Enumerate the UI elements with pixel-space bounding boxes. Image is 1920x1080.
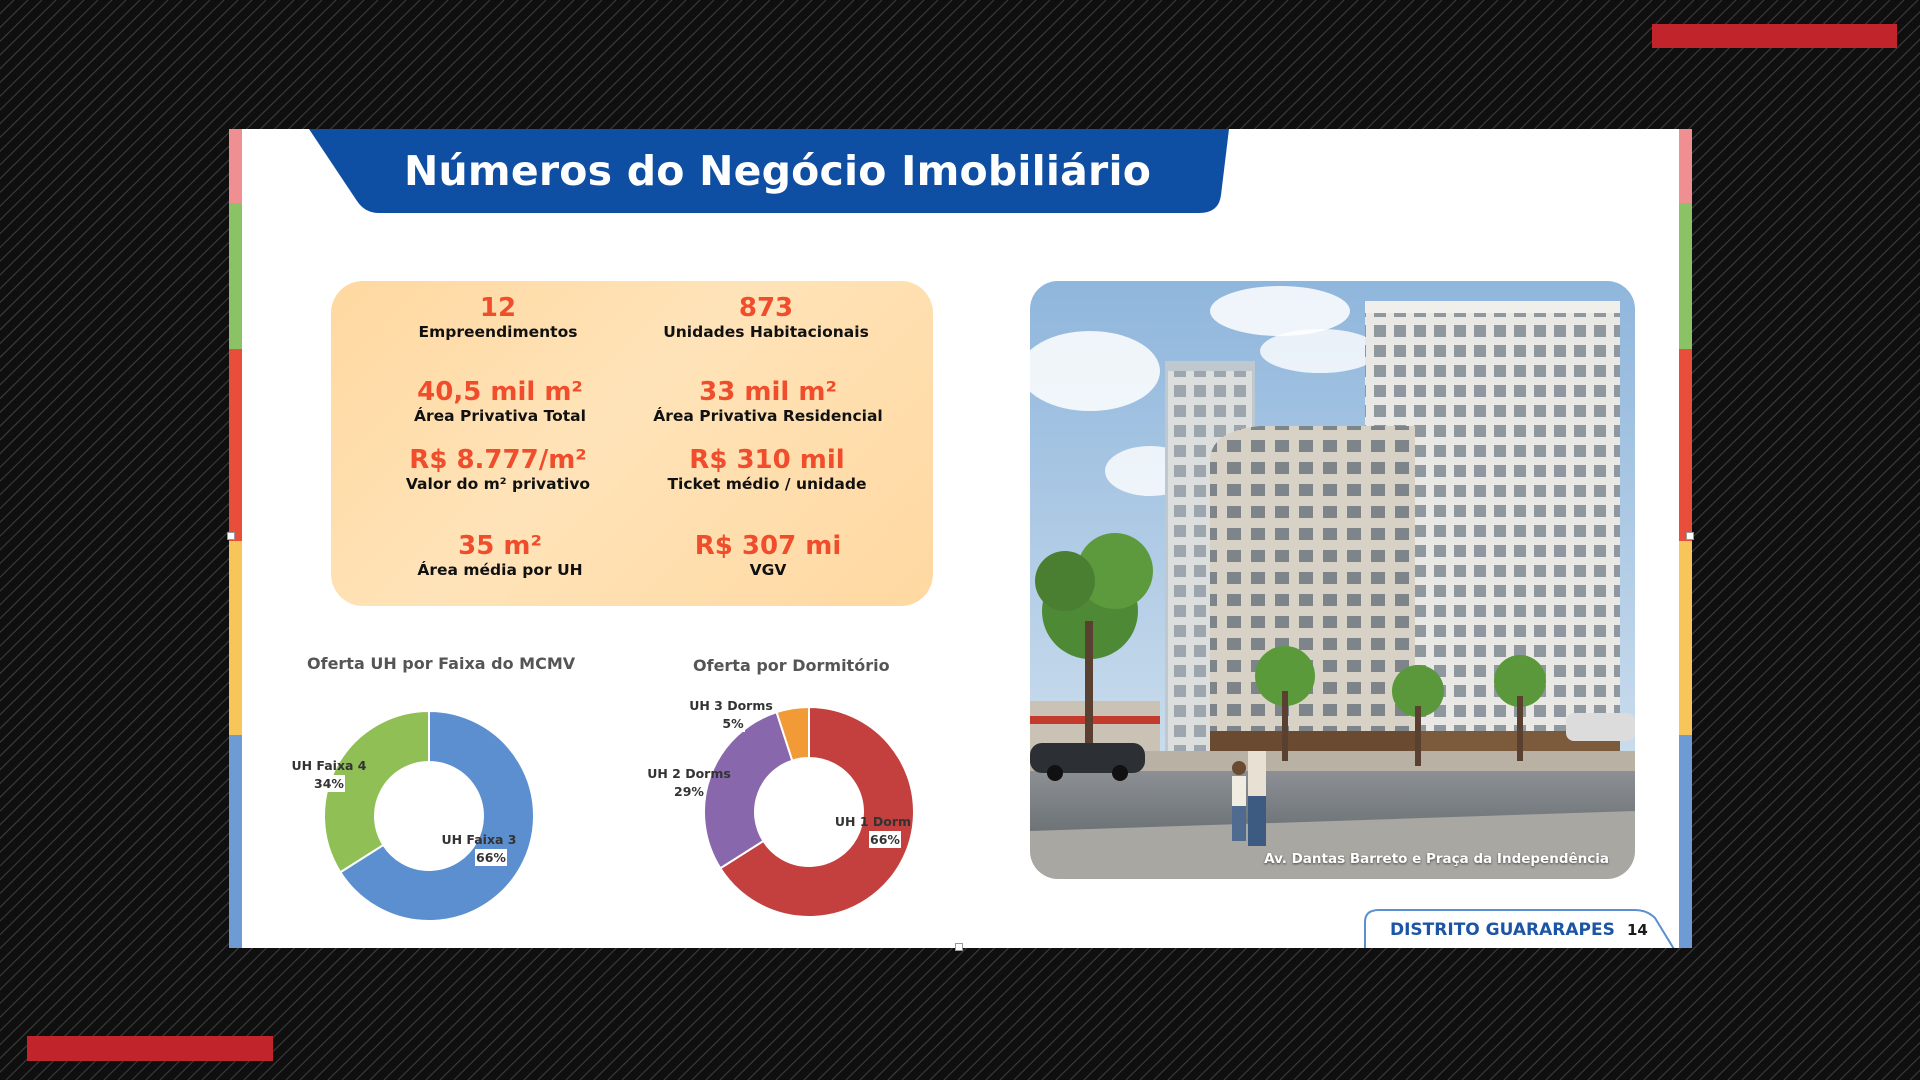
slice-value: 34% <box>314 776 344 791</box>
slice-value: 29% <box>674 784 704 799</box>
building-photo <box>1030 281 1635 879</box>
slice-name: UH Faixa 4 <box>291 758 367 773</box>
background-line <box>0 0 182 1080</box>
background-line <box>0 0 196 1080</box>
stat-label: Unidades Habitacionais <box>663 323 869 341</box>
presentation-slide[interactable] <box>229 129 1692 948</box>
stat-unidades <box>626 293 906 342</box>
resize-handle[interactable] <box>955 943 963 951</box>
chart-title-dormitorio: Oferta por Dormitório <box>693 656 890 675</box>
stat-area-residencial <box>628 377 908 426</box>
background-line <box>0 0 224 1080</box>
slice-label <box>835 814 911 848</box>
photo-caption: Av. Dantas Barreto e Praça da Independência <box>1264 851 1609 867</box>
resize-handle[interactable] <box>227 532 235 540</box>
background-line <box>0 0 126 1080</box>
background-line <box>1700 0 1920 1080</box>
background-line <box>0 0 42 1080</box>
background-line <box>1714 0 1920 1080</box>
color-edge <box>229 129 242 203</box>
slice-name: UH 1 Dorm <box>834 814 912 829</box>
slice-name: UH 3 Dorms <box>689 698 773 713</box>
donut-chart-mcmv[interactable] <box>291 689 591 929</box>
background-line <box>1728 0 1920 1080</box>
background-line <box>1854 0 1920 1080</box>
slice-name: UH Faixa 3 <box>441 832 517 847</box>
stat-value: 873 <box>738 293 794 323</box>
slice-value: 5% <box>722 716 744 731</box>
stat-label: VGV <box>749 561 787 579</box>
background-line <box>1812 0 1920 1080</box>
stat-valor-m2 <box>358 445 638 494</box>
stats-panel <box>331 281 933 606</box>
stat-area-media <box>360 531 640 580</box>
slice-label <box>441 832 516 866</box>
slice-name: UH 2 Dorms <box>647 766 731 781</box>
stat-ticket-medio <box>627 445 907 494</box>
stat-value: 35 m² <box>458 531 542 561</box>
background-line <box>0 0 84 1080</box>
background-line <box>1672 0 1920 1080</box>
background-line <box>1826 0 1920 1080</box>
background-line <box>1868 0 1920 1080</box>
background-line <box>0 0 266 1080</box>
background-line <box>0 0 56 1080</box>
color-edge <box>229 541 242 735</box>
background-line <box>0 0 14 1080</box>
footer-brand: DISTRITO GUARARAPES <box>1390 920 1615 940</box>
slice-value: 66% <box>476 850 506 865</box>
stat-area-total <box>360 377 640 426</box>
background-line <box>0 0 154 1080</box>
background-line <box>0 0 140 1080</box>
resize-handle[interactable] <box>1686 532 1694 540</box>
stat-value: R$ 307 mi <box>694 531 842 561</box>
stat-label: Empreendimentos <box>418 323 578 341</box>
background-line <box>1840 0 1920 1080</box>
color-edge <box>229 349 242 541</box>
background-line <box>1910 0 1920 1080</box>
stat-label: Valor do m² privativo <box>405 475 591 493</box>
accent-bar-bottom <box>27 1036 273 1061</box>
color-edge <box>229 203 242 349</box>
color-edge <box>1679 203 1692 349</box>
stat-value: 33 mil m² <box>699 377 837 407</box>
slide-title: Números do Negócio Imobiliário <box>404 147 1152 195</box>
stat-label: Área Privativa Residencial <box>653 407 883 425</box>
color-edge <box>1679 541 1692 735</box>
color-edge <box>1679 129 1692 203</box>
color-edge <box>1679 349 1692 541</box>
chart-title-mcmv: Oferta UH por Faixa do MCMV <box>307 654 576 673</box>
stat-label: Ticket médio / unidade <box>667 475 867 493</box>
street-scene-illustration <box>1030 281 1635 879</box>
stat-value: R$ 8.777/m² <box>409 445 587 475</box>
stat-value: 12 <box>479 293 517 323</box>
stat-empreendimentos <box>358 293 638 342</box>
background-line <box>1770 0 1920 1080</box>
donut-slice[interactable] <box>704 712 792 868</box>
background-line <box>0 0 238 1080</box>
accent-bar-top <box>1652 24 1897 48</box>
background-line <box>1686 0 1920 1080</box>
stat-vgv <box>628 531 908 580</box>
slice-value: 66% <box>870 832 900 847</box>
color-edge <box>229 735 242 948</box>
color-edge <box>1679 735 1692 948</box>
stat-label: Área média por UH <box>417 561 583 579</box>
background-line <box>0 0 98 1080</box>
stat-label: Área Privativa Total <box>414 407 586 425</box>
stat-value: R$ 310 mil <box>689 445 845 475</box>
stat-value: 40,5 mil m² <box>417 377 583 407</box>
page-number: 14 <box>1627 921 1648 939</box>
donut-chart-dormitorio[interactable] <box>649 683 949 933</box>
